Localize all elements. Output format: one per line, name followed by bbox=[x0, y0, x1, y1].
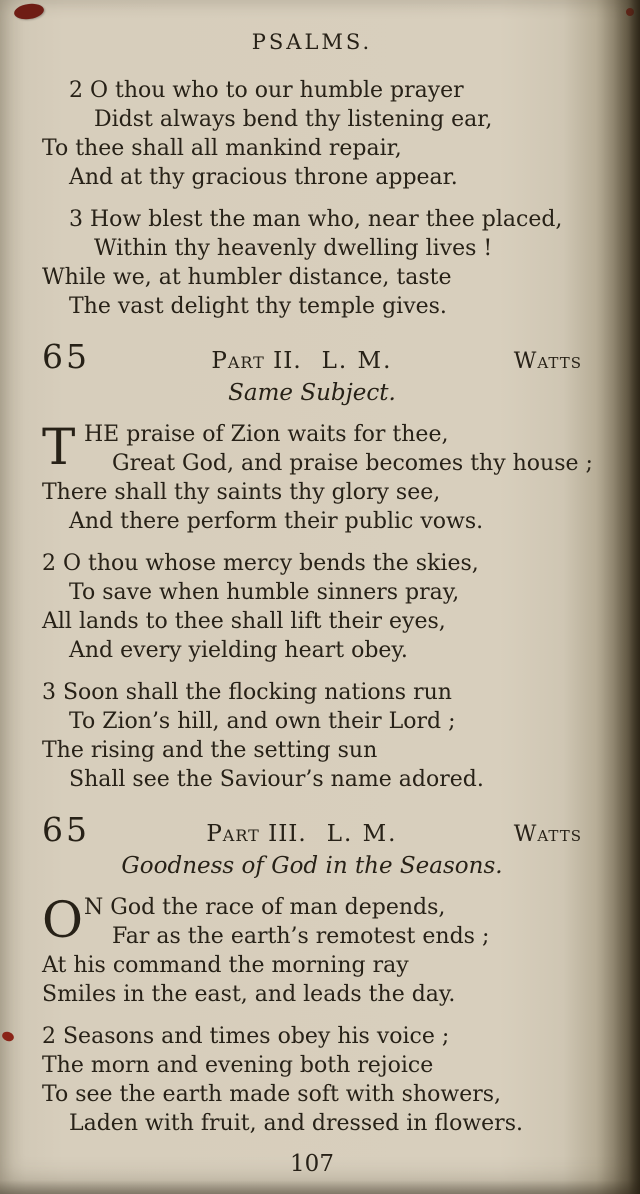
verse-line: The rising and the setting sun bbox=[42, 738, 378, 763]
verse-line: HE praise of Zion waits for thee, bbox=[84, 422, 449, 447]
verse-line: At his command the morning ray bbox=[42, 953, 409, 978]
ink-mark bbox=[1, 1030, 15, 1043]
ink-blot bbox=[13, 2, 45, 21]
verse-line: And every yielding heart obey. bbox=[69, 638, 408, 663]
running-header: PSALMS. bbox=[251, 30, 373, 54]
hymn-heading bbox=[42, 337, 582, 376]
page-content bbox=[42, 0, 593, 1177]
stanza bbox=[42, 678, 582, 794]
verse-line: Great God, and praise becomes thy house ; bbox=[112, 451, 593, 476]
verse-line: 2 Seasons and times obey his voice ; bbox=[42, 1024, 450, 1049]
hymn-heading bbox=[42, 810, 582, 849]
verse-line: 3 Soon shall the flocking nations run bbox=[42, 680, 452, 705]
verse-line: Shall see the Saviour’s name adored. bbox=[69, 767, 484, 792]
verse-line: N God the race of man depends, bbox=[84, 895, 446, 920]
stanza bbox=[42, 1022, 582, 1138]
verse-line: Laden with fruit, and dressed in flowers. bbox=[69, 1111, 523, 1136]
drop-cap: O bbox=[42, 891, 83, 949]
verse-line: While we, at humbler distance, taste bbox=[42, 265, 452, 290]
hymn-subtitle: Same Subject. bbox=[228, 380, 396, 406]
hymn-number: 65 bbox=[42, 810, 90, 849]
verse-line: Far as the earth’s remotest ends ; bbox=[112, 924, 490, 949]
stanza bbox=[42, 76, 582, 192]
verse-line: And at thy gracious throne appear. bbox=[69, 165, 458, 190]
verse-line: There shall thy saints thy glory see, bbox=[42, 480, 441, 505]
verse-line: The vast delight thy temple gives. bbox=[69, 294, 447, 319]
verse-line: Within thy heavenly dwelling lives ! bbox=[94, 236, 493, 261]
page-bottom-shadow bbox=[0, 1180, 640, 1194]
ink-speck bbox=[626, 8, 634, 16]
stanza bbox=[42, 549, 582, 665]
verse-line: To save when humble sinners pray, bbox=[69, 580, 460, 605]
page-number: 107 bbox=[290, 1151, 334, 1177]
hymn-part: Part II. bbox=[211, 348, 302, 374]
stanza bbox=[42, 205, 582, 321]
hymn-part-meter bbox=[90, 821, 514, 847]
verse-line: And there perform their public vows. bbox=[69, 509, 484, 534]
hymn-part: Part III. bbox=[206, 821, 307, 847]
hymn-meter: L. M. bbox=[321, 348, 393, 374]
hymn-part-meter bbox=[90, 348, 514, 374]
verse-line: To Zion’s hill, and own their Lord ; bbox=[69, 709, 456, 734]
stanza bbox=[42, 418, 593, 536]
stanza bbox=[42, 893, 582, 1009]
verse-line: Didst always bend thy listening ear, bbox=[94, 107, 493, 132]
verse-line: To thee shall all mankind repair, bbox=[42, 136, 402, 161]
verse-line: To see the earth made soft with showers, bbox=[42, 1082, 502, 1107]
hymn-subtitle: Goodness of God in the Seasons. bbox=[121, 853, 503, 879]
hymn-number: 65 bbox=[42, 337, 90, 376]
book-binding-shadow bbox=[596, 0, 640, 1194]
hymn-author: Watts bbox=[513, 822, 582, 847]
verse-line: 2 O thou whose mercy bends the skies, bbox=[42, 551, 479, 576]
verse-line: 2 O thou who to our humble prayer bbox=[69, 78, 464, 103]
verse-line: Smiles in the east, and leads the day. bbox=[42, 982, 456, 1007]
verse-line: The morn and evening both rejoice bbox=[42, 1053, 434, 1078]
verse-line: 3 How blest the man who, near thee placed, bbox=[69, 207, 563, 232]
hymn-author: Watts bbox=[513, 349, 582, 374]
hymn-meter: L. M. bbox=[326, 821, 398, 847]
drop-cap: T bbox=[42, 418, 76, 476]
verse-line: All lands to thee shall lift their eyes, bbox=[42, 609, 446, 634]
